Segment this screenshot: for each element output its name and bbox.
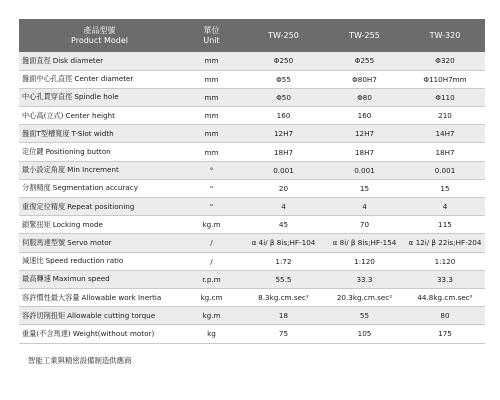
spec-name-zh: 減速比: [22, 256, 44, 266]
unit-cell: mm: [180, 70, 243, 88]
unit-cell: kg.m: [180, 216, 243, 234]
value-cell-model-3: 115: [405, 216, 485, 234]
value-cell-model-1: 0.001: [243, 161, 324, 179]
spec-name-en: Allowable cutting torque: [67, 310, 156, 320]
spec-name-en: Speed reduction ratio: [45, 256, 124, 266]
value-cell-model-2: 12H7: [324, 125, 405, 143]
spec-name-en: Min Increment: [67, 165, 119, 175]
header-model-1: TW-250: [268, 30, 299, 40]
value-cell-model-1: Φ50: [243, 88, 324, 106]
spec-name-en: T-Slot width: [71, 128, 114, 138]
spec-name-zh: 盤面中心孔直徑: [22, 74, 73, 84]
spec-name-cell: [19, 252, 180, 270]
value-cell-model-2: 33.3: [324, 270, 405, 288]
spec-name-zh: 伺服馬達型號: [22, 237, 66, 247]
value-cell-model-1: 45: [243, 216, 324, 234]
spec-name-en: Positioning button: [45, 147, 111, 157]
value-cell-model-3: 18H7: [405, 143, 485, 161]
table-row: [19, 288, 485, 306]
table-row: [19, 179, 485, 197]
value-cell-model-2: Φ80H7: [324, 70, 405, 88]
spec-name-en: Allowable work Inertia: [81, 292, 162, 302]
spec-name-zh: 盤面直徑: [22, 55, 51, 65]
value-cell-model-2: 18H7: [324, 143, 405, 161]
spec-name-cell: [19, 270, 180, 288]
value-cell-model-3: Φ110: [405, 88, 485, 106]
unit-cell: /: [180, 234, 243, 252]
unit-cell: °: [180, 161, 243, 179]
value-cell-model-2: 1:120: [324, 252, 405, 270]
spec-name-zh: 容許切削扭矩: [22, 310, 66, 320]
value-cell-model-1: 75: [243, 325, 324, 343]
value-cell-model-1: 1:72: [243, 252, 324, 270]
table-row: [19, 143, 485, 161]
value-cell-model-2: 0.001: [324, 161, 405, 179]
header-product-model-en: Product Model: [71, 35, 128, 45]
header-row: [19, 19, 485, 52]
table-row: [19, 107, 485, 125]
spec-name-cell: [19, 107, 180, 125]
value-cell-model-1: Φ55: [243, 70, 324, 88]
table-row: [19, 307, 485, 325]
spec-name-en: Center diameter: [74, 74, 134, 84]
header-product-model: [19, 19, 180, 52]
spec-name-cell: [19, 161, 180, 179]
spec-name-en: Disk diameter: [52, 55, 104, 65]
unit-cell: mm: [180, 125, 243, 143]
value-cell-model-1: 8.3kg.cm.sec²: [243, 288, 324, 306]
spec-name-zh: 鎖緊扭矩: [22, 219, 51, 229]
unit-cell: mm: [180, 143, 243, 161]
unit-cell: mm: [180, 52, 243, 70]
table-row: [19, 125, 485, 143]
value-cell-model-2: 70: [324, 216, 405, 234]
value-cell-model-3: Φ320: [405, 52, 485, 70]
value-cell-model-2: Φ80: [324, 88, 405, 106]
spec-name-zh: 盤面T型槽寬度: [22, 128, 70, 138]
spec-name-cell: [19, 143, 180, 161]
value-cell-model-3: 0.001: [405, 161, 485, 179]
table-row: [19, 70, 485, 88]
value-cell-model-1: 55.5: [243, 270, 324, 288]
spec-name-en: Spindle hole: [74, 92, 119, 102]
header-product-model-zh: 產品型號: [83, 25, 116, 35]
table-row: [19, 234, 485, 252]
header-unit-en: Unit: [203, 35, 220, 45]
value-cell-model-3: Φ110H7mm: [405, 70, 485, 88]
value-cell-model-1: 4: [243, 198, 324, 216]
table-row: [19, 270, 485, 288]
spec-name-en: Weight(without motor): [72, 328, 155, 338]
value-cell-model-1: 20: [243, 179, 324, 197]
unit-cell: mm: [180, 107, 243, 125]
spec-table: [19, 19, 485, 344]
value-cell-model-2: 15: [324, 179, 405, 197]
spec-name-en: Segmentation accuracy: [52, 183, 138, 193]
value-cell-model-3: α 12i/ β 22is;HF-204: [405, 234, 485, 252]
spec-name-en: Maximun speed: [52, 274, 110, 284]
value-cell-model-2: 20.3kg.cm.sec²: [324, 288, 405, 306]
spec-name-zh: 中心高(立式): [22, 110, 64, 120]
spec-name-zh: 重復定位精度: [22, 201, 66, 211]
value-cell-model-2: α 8i/ β 8is;HF-154: [324, 234, 405, 252]
spec-name-cell: [19, 307, 180, 325]
value-cell-model-3: 33.3: [405, 270, 485, 288]
spec-name-zh: 中心孔貫穿直徑: [22, 92, 73, 102]
value-cell-model-3: 15: [405, 179, 485, 197]
unit-cell: kg.cm: [180, 288, 243, 306]
value-cell-model-3: 4: [405, 198, 485, 216]
spec-name-en: Center height: [65, 110, 115, 120]
spec-table-body: [19, 52, 485, 343]
spec-name-cell: [19, 198, 180, 216]
spec-name-en: Repeat positioning: [67, 201, 135, 211]
value-cell-model-1: 18H7: [243, 143, 324, 161]
spec-name-cell: [19, 325, 180, 343]
header-model-3: TW-320: [429, 30, 461, 40]
spec-name-cell: [19, 234, 180, 252]
value-cell-model-1: 12H7: [243, 125, 324, 143]
value-cell-model-2: Φ255: [324, 52, 405, 70]
value-cell-model-1: 160: [243, 107, 324, 125]
value-cell-model-2: 160: [324, 107, 405, 125]
unit-cell: r.p.m: [180, 270, 243, 288]
spec-name-zh: 最高轉速: [22, 274, 51, 284]
spec-name-cell: [19, 288, 180, 306]
unit-cell: kg: [180, 325, 243, 343]
spec-name-cell: [19, 70, 180, 88]
spec-name-zh: 重量(不含馬達): [22, 328, 71, 338]
value-cell-model-3: 80: [405, 307, 485, 325]
table-row: [19, 161, 485, 179]
header-unit-zh: 單位: [203, 25, 220, 35]
table-row: [19, 216, 485, 234]
value-cell-model-2: 55: [324, 307, 405, 325]
spec-name-zh: 最小設定角度: [22, 165, 66, 175]
footnote: 智能工業與精密設備制造供應商: [28, 356, 132, 365]
spec-name-zh: 分割精度: [22, 183, 51, 193]
value-cell-model-3: 210: [405, 107, 485, 125]
value-cell-model-3: 14H7: [405, 125, 485, 143]
value-cell-model-3: 1:120: [405, 252, 485, 270]
spec-name-zh: 容許慣性最大容量: [22, 292, 80, 302]
spec-name-en: Locking mode: [52, 219, 103, 229]
spec-name-cell: [19, 52, 180, 70]
spec-name-cell: [19, 179, 180, 197]
spec-name-cell: [19, 125, 180, 143]
header-unit: [180, 19, 243, 52]
table-row: [19, 52, 485, 70]
table-row: [19, 252, 485, 270]
unit-cell: ": [180, 179, 243, 197]
table-row: [19, 325, 485, 343]
header-model-2: TW-255: [349, 30, 380, 40]
unit-cell: /: [180, 252, 243, 270]
value-cell-model-2: 4: [324, 198, 405, 216]
value-cell-model-3: 44.8kg.cm.sec²: [405, 288, 485, 306]
value-cell-model-1: Φ250: [243, 52, 324, 70]
spec-name-cell: [19, 216, 180, 234]
table-row: [19, 88, 485, 106]
unit-cell: ": [180, 198, 243, 216]
spec-name-en: Servo motor: [67, 237, 112, 247]
unit-cell: mm: [180, 88, 243, 106]
value-cell-model-1: 18: [243, 307, 324, 325]
spec-table-header: [19, 19, 485, 52]
value-cell-model-3: 175: [405, 325, 485, 343]
unit-cell: kg.m: [180, 307, 243, 325]
spec-name-zh: 定位鍵: [22, 147, 44, 157]
value-cell-model-2: 105: [324, 325, 405, 343]
spec-name-cell: [19, 88, 180, 106]
table-row: [19, 198, 485, 216]
value-cell-model-1: α 4i/ β 8is;HF-104: [243, 234, 324, 252]
